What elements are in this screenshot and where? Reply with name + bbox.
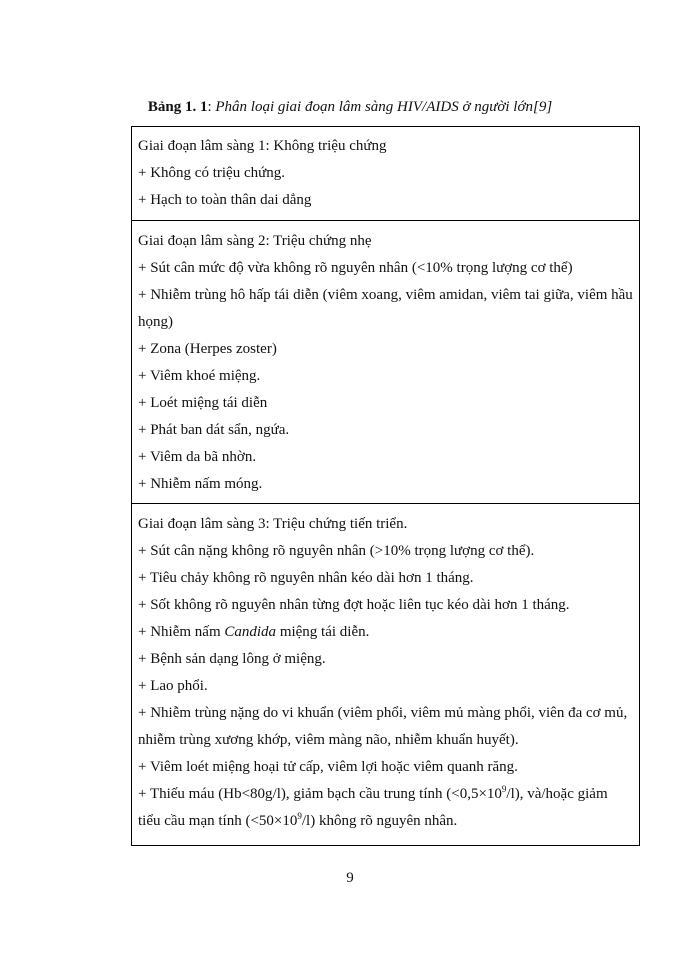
anemia-exponent-1: 9 (501, 784, 507, 794)
anemia-part-3: /l) không rõ nguyên nhân. (301, 813, 458, 829)
page-number: 9 (346, 870, 354, 886)
stage-3-cell (132, 503, 639, 845)
anemia-exponent-2: 9 (297, 811, 302, 821)
stage-2-item: + Nhiễm nấm móng. (138, 476, 263, 492)
candida-prefix: + Nhiễm nấm (138, 624, 225, 640)
anemia-part-1: + Thiếu máu (Hb<80g/l), giảm bạch cầu trung tính (<0,5×10 (138, 786, 502, 802)
caption-label: Bảng 1. 1 (147, 99, 208, 115)
stage-3-item: + Bệnh sản dạng lông ở miệng. (138, 651, 326, 667)
stage-3-item: + Tiêu chảy không rõ nguyên nhân kéo dài hơn 1 tháng. (138, 570, 474, 586)
stage-3-item: + Sút cân nặng không rõ nguyên nhân (>10% trọng lượng cơ thể). (138, 543, 535, 559)
candida-suffix: miệng tái diễn. (276, 624, 370, 640)
anemia-part-2: /l), và/hoặc giảm tiểu cầu mạn tính (<50×10 (138, 786, 608, 829)
stage-2-item: + Viêm da bã nhờn. (138, 449, 257, 465)
caption-separator: : (207, 99, 216, 115)
stage-2-item: + Loét miệng tái diễn (138, 395, 268, 411)
stage-1-title: Giai đoạn lâm sàng 1: Không triệu chứng (138, 138, 387, 154)
stage-3-title: Giai đoạn lâm sàng 3: Triệu chứng tiến triển. (138, 516, 408, 532)
stage-3-item: + Sốt không rõ nguyên nhân từng đợt hoặc liên tục kéo dài hơn 1 tháng. (138, 597, 570, 613)
stage-1-item: + Không có triệu chứng. (138, 165, 285, 181)
stage-1-item: + Hạch to toàn thân dai dẳng (138, 192, 312, 208)
stage-2-item: + Phát ban dát sẩn, ngứa. (138, 422, 290, 438)
stage-3-item: + Nhiễm trùng nặng do vi khuẩn (viêm phổi, viêm mủ màng phổi, viên đa cơ mủ, nhiễm trùng xương khớp, viêm màng não, nhiễm khuẩn huyết). (138, 705, 628, 748)
clinical-stage-table (131, 126, 640, 846)
stage-1-cell (132, 127, 639, 220)
stage-2-item: + Viêm khoé miệng. (138, 368, 261, 384)
candida-term: Candida (224, 624, 277, 640)
caption-text: Phân loại giai đoạn lâm sàng HIV/AIDS ở người lớn[9] (215, 99, 553, 115)
stage-2-title: Giai đoạn lâm sàng 2: Triệu chứng nhẹ (138, 233, 372, 249)
stage-2-item: + Nhiễm trùng hô hấp tái diễn (viêm xoang, viêm amidan, viêm tai giữa, viêm hầu họng) (138, 287, 633, 330)
stage-3-item-anemia (138, 781, 633, 835)
stage-2-item: + Sút cân mức độ vừa không rõ nguyên nhân (<10% trọng lượng cơ thể) (138, 260, 573, 276)
stage-3-item-candida (138, 619, 633, 646)
stage-2-cell (132, 220, 639, 503)
stage-3-item: + Lao phổi. (138, 678, 208, 694)
stage-3-item: + Viêm loét miệng hoại tử cấp, viêm lợi hoặc viêm quanh răng. (138, 759, 518, 775)
table-caption (0, 97, 700, 117)
stage-2-item: + Zona (Herpes zoster) (138, 341, 277, 357)
